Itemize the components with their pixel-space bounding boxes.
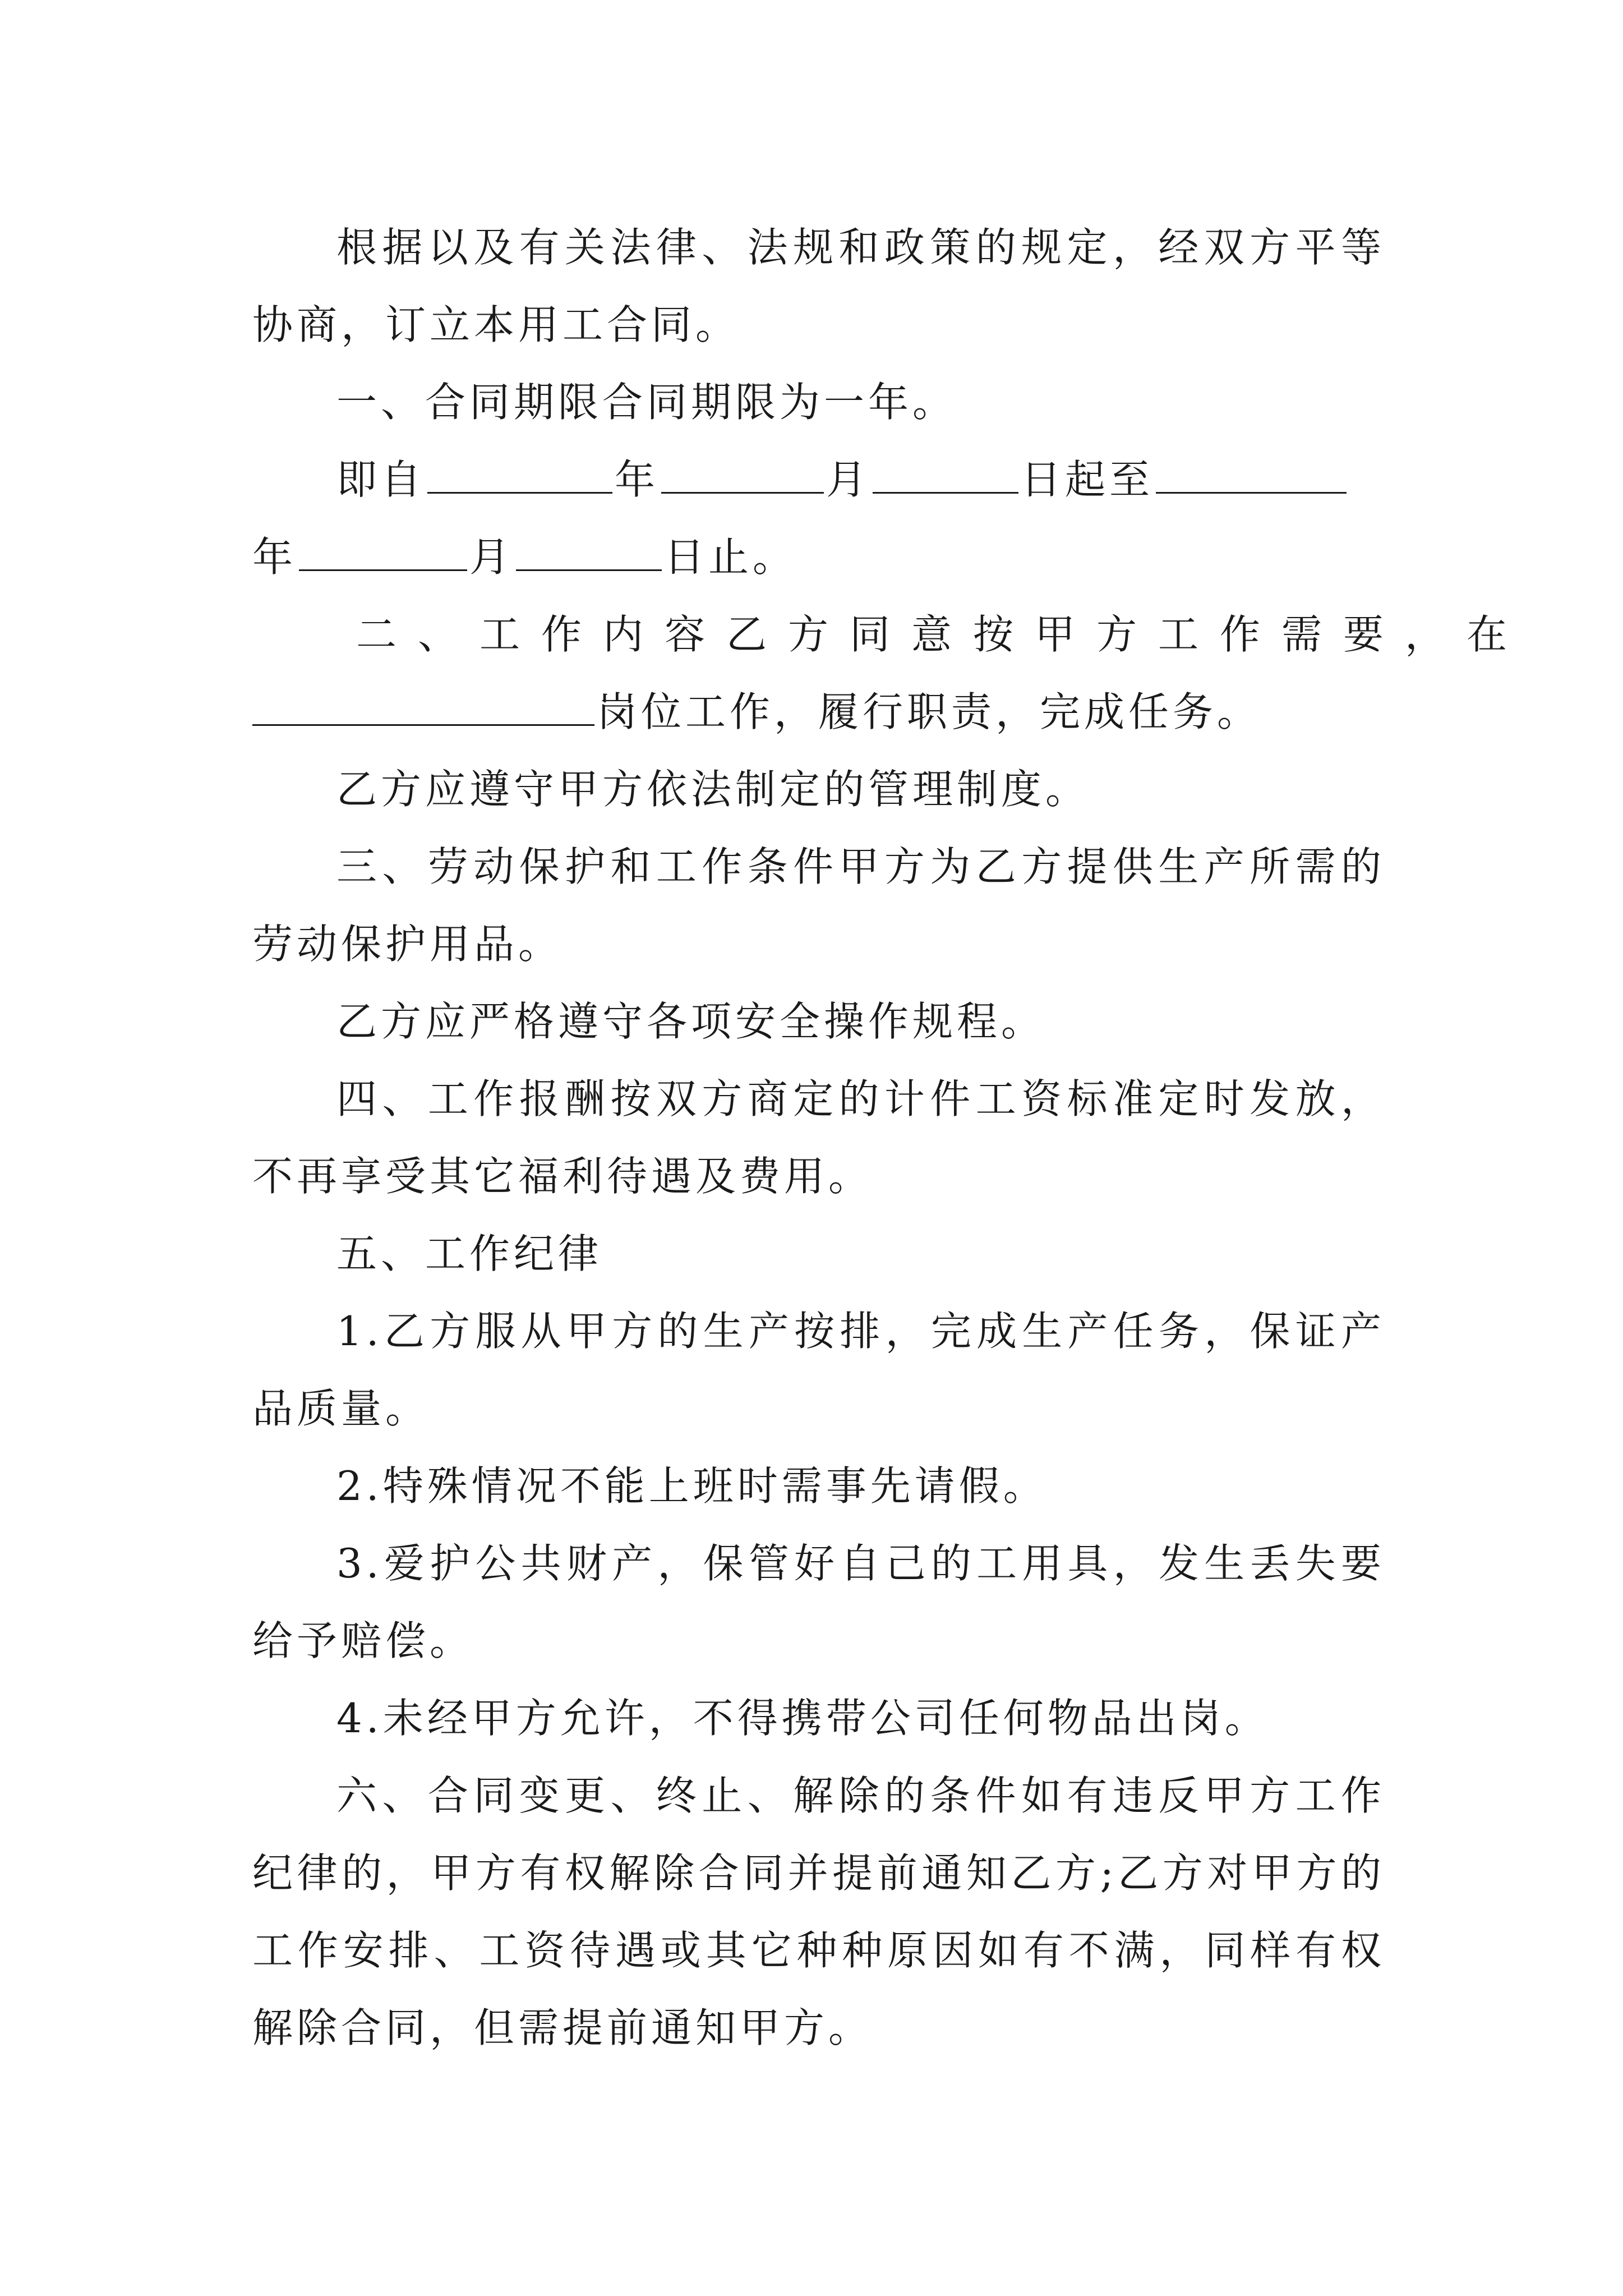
paragraph-discipline-item-2: 2.特殊情况不能上班时需事先请假。 bbox=[336, 1462, 1048, 1510]
job-lead-text: 二、工作内容乙方同意按甲方工作需要，在 bbox=[356, 611, 1529, 658]
paragraph-contract-term: 一、合同期限合同期限为一年。 bbox=[336, 379, 957, 426]
start-year-blank bbox=[427, 457, 612, 494]
term-year-2: 年 bbox=[252, 533, 297, 581]
paragraph-discipline-heading: 五、工作纪律 bbox=[336, 1230, 603, 1277]
start-day-blank bbox=[873, 457, 1018, 494]
job-tail-text: 岗位工作，履行职责，完成任务。 bbox=[597, 688, 1262, 735]
term-prefix: 即自 bbox=[336, 456, 426, 503]
end-month-blank bbox=[299, 535, 467, 571]
paragraph-remuneration: 四、工作报酬按双方商定的计件工资标准定时发放，不再享受其它福利待遇及费用。 bbox=[252, 1075, 1385, 1200]
start-month-blank bbox=[661, 457, 824, 494]
end-day-blank bbox=[516, 535, 662, 571]
job-line-1 bbox=[252, 596, 1529, 673]
term-day-1: 日起至 bbox=[1021, 456, 1154, 503]
paragraph-rules-compliance: 乙方应遵守甲方依法制定的管理制度。 bbox=[336, 766, 1090, 813]
term-month-1: 月 bbox=[826, 456, 871, 503]
document-page bbox=[252, 209, 1529, 2067]
paragraph-term-dates bbox=[252, 441, 1385, 596]
term-year-1: 年 bbox=[615, 456, 660, 503]
paragraph-job-content bbox=[252, 596, 1529, 751]
paragraph-contract-change: 六、合同变更、终止、解除的条件如有违反甲方工作纪律的，甲方有权解除合同并提前通知乙方;乙方对甲方的工作安排、工资待遇或其它种种原因如有不满，同样有权解除合同，但需提前通知甲方。 bbox=[252, 1772, 1385, 2051]
paragraph-discipline-item-4: 4.未经甲方允许，不得携带公司任何物品出岗。 bbox=[336, 1695, 1269, 1742]
paragraph-safety-rules: 乙方应严格遵守各项安全操作规程。 bbox=[336, 998, 1046, 1045]
end-year-blank-part bbox=[1156, 457, 1347, 494]
paragraph-labor-protection: 三、劳动保护和工作条件甲方为乙方提供生产所需的劳动保护用品。 bbox=[252, 843, 1385, 968]
paragraph-discipline-item-1: 1.乙方服从甲方的生产按排，完成生产任务，保证产品质量。 bbox=[252, 1308, 1385, 1432]
job-line-2 bbox=[252, 673, 1385, 751]
term-day-2: 日止。 bbox=[664, 533, 797, 581]
term-month-2: 月 bbox=[469, 533, 514, 581]
paragraph-preamble: 根据以及有关法律、法规和政策的规定，经双方平等协商，订立本用工合同。 bbox=[252, 224, 1385, 348]
paragraph-discipline-item-3: 3.爱护公共财产，保管好自己的工用具，发生丢失要给予赔偿。 bbox=[252, 1540, 1385, 1664]
job-position-blank bbox=[252, 689, 594, 726]
term-dates-line-1 bbox=[252, 441, 1385, 518]
term-dates-line-2 bbox=[252, 518, 1385, 596]
